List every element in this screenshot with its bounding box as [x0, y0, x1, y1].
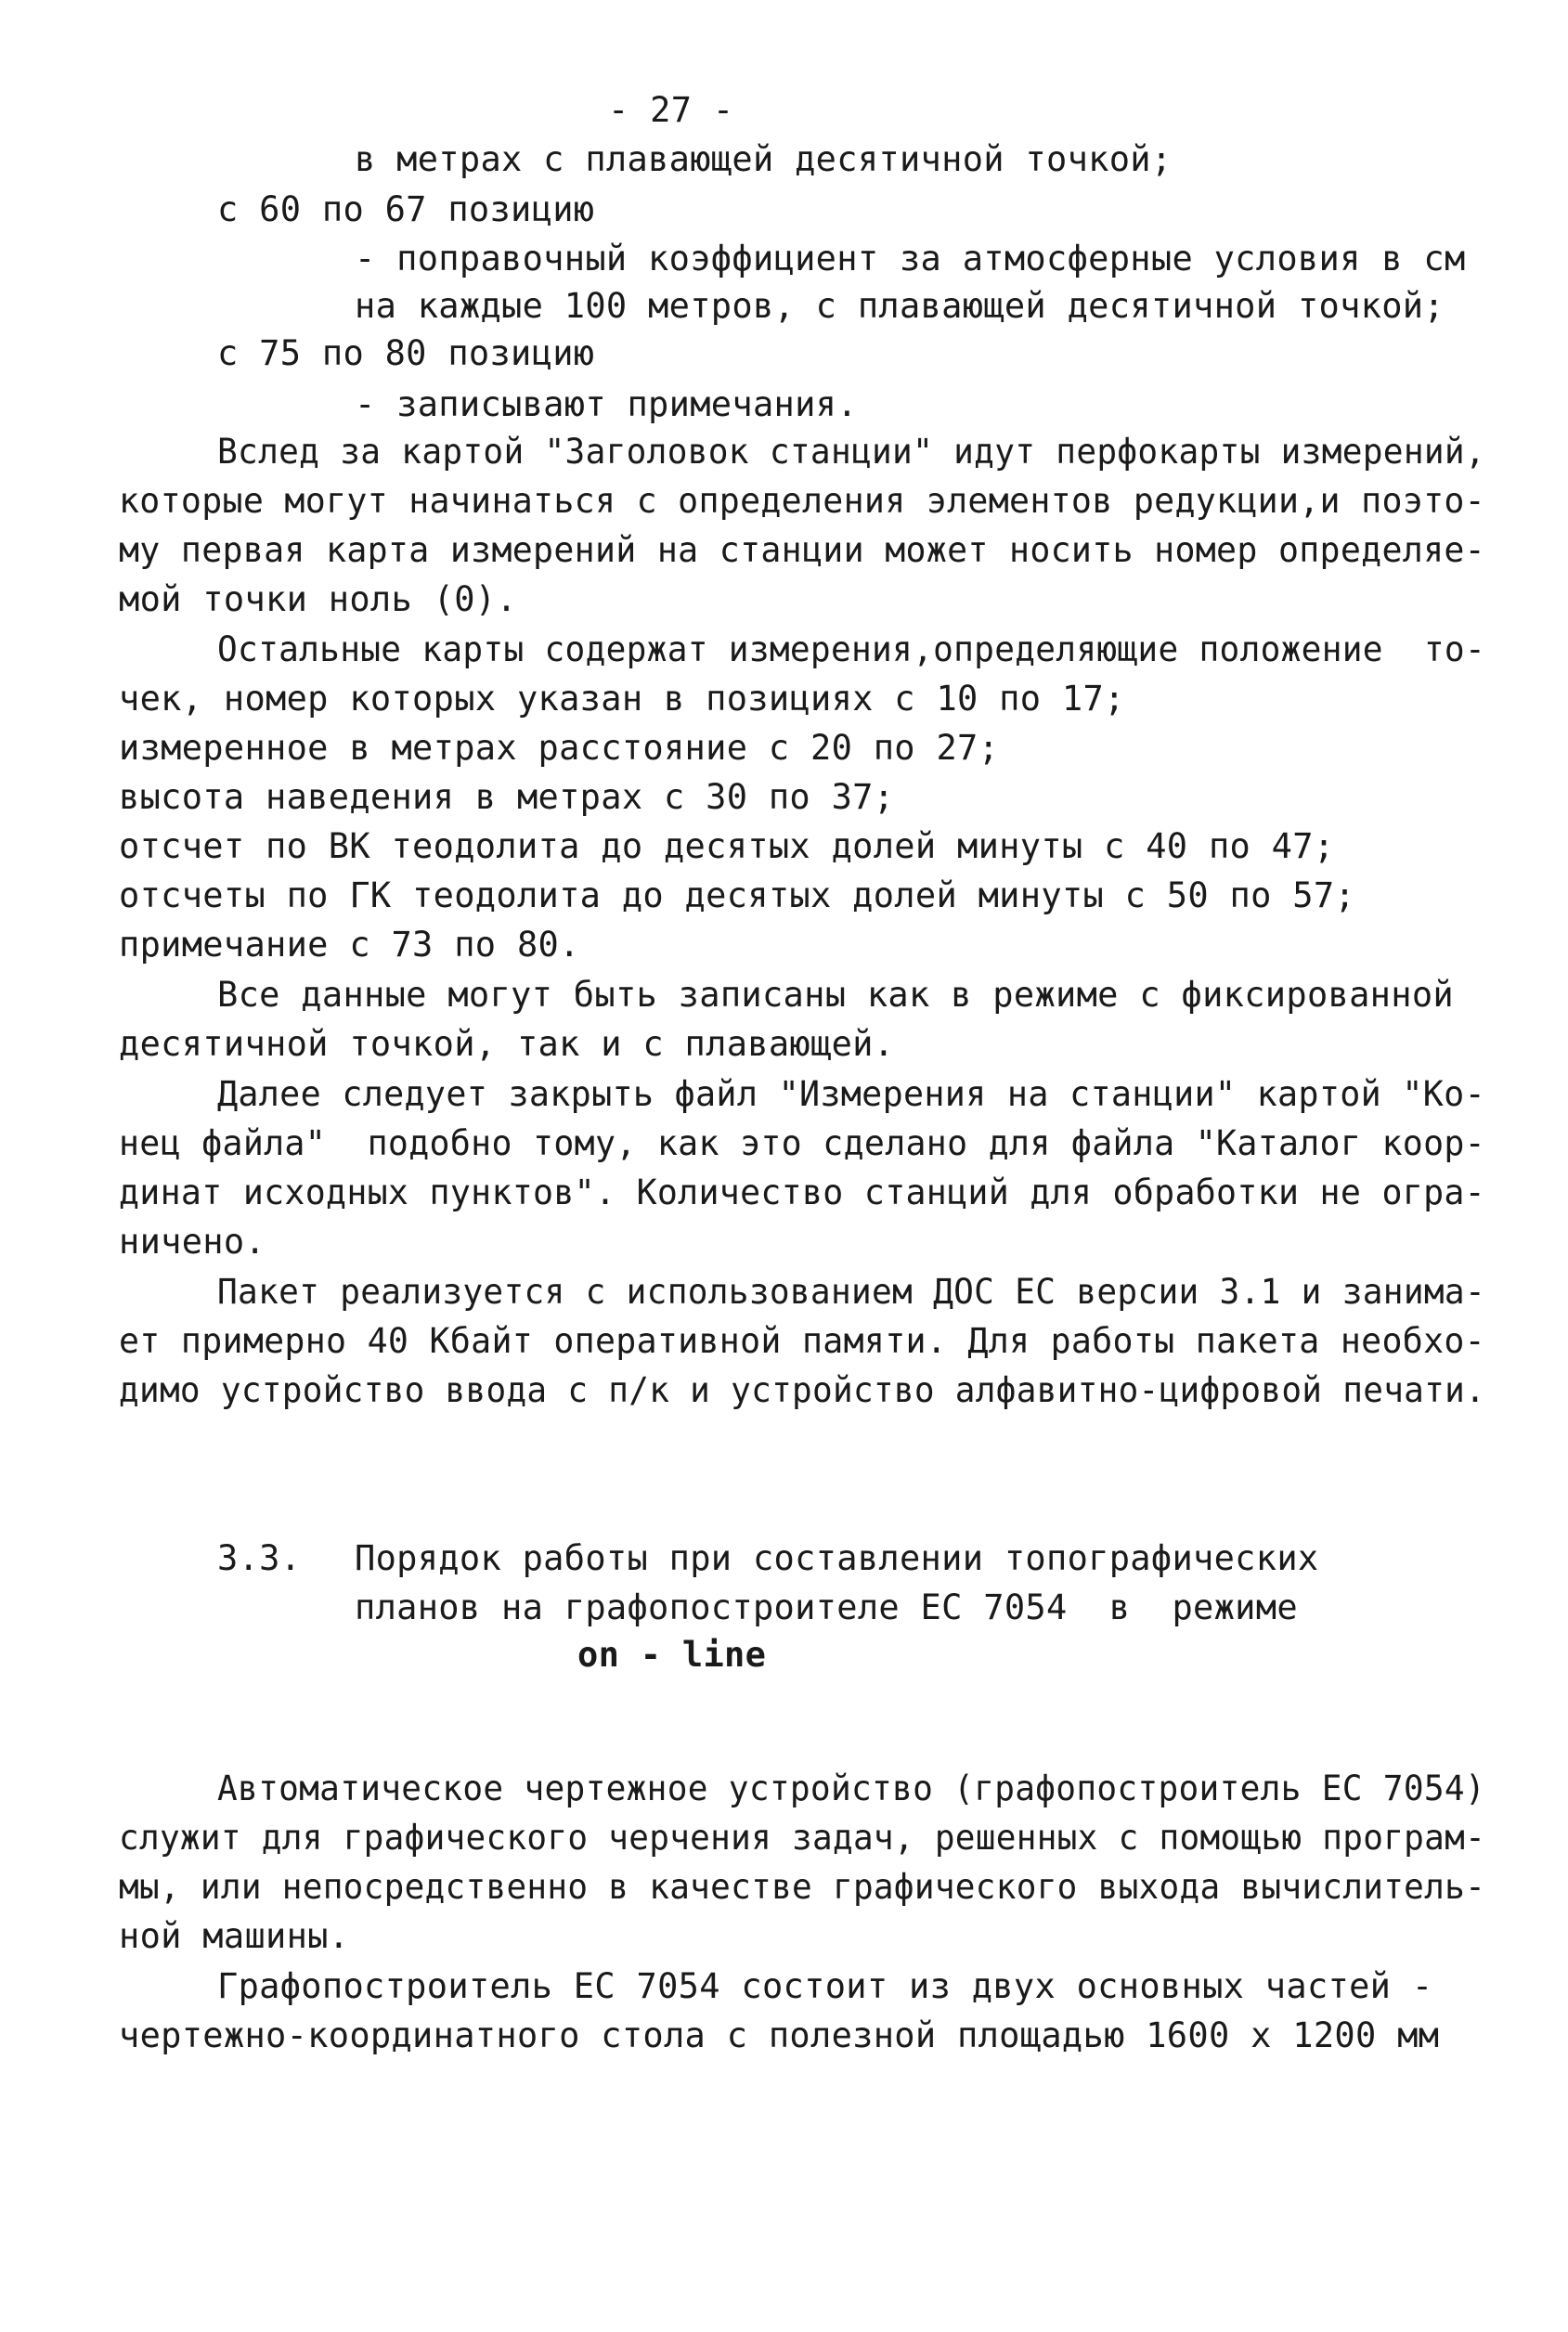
text-line: нец файла" подобно тому, как это сделано для файла "Каталог коор-	[119, 1123, 1485, 1163]
text-line: Остальные карты содержат измерения,определяющие положение то-	[217, 629, 1485, 669]
text-line: которые могут начинаться с определения элементов редукции,и поэто-	[119, 481, 1485, 521]
text-line: высота наведения в метрах с 30 по 37;	[119, 777, 895, 817]
text-line: ной машины.	[119, 1916, 350, 1956]
text-line: ничено.	[119, 1222, 266, 1262]
text-line: в метрах с плавающей десятичной точкой;	[355, 139, 1173, 179]
text-line: Все данные могут быть записаны как в режиме с фиксированной	[217, 975, 1454, 1015]
text-line: Графопостроитель ЕС 7054 состоит из двух основных частей -	[217, 1966, 1433, 2006]
text-line: му первая карта измерений на станции может носить номер определяе-	[119, 530, 1485, 570]
text-line: с 60 по 67 позицию	[217, 189, 595, 229]
text-line: Далее следует закрыть файл "Измерения на станции" картой "Ко-	[217, 1074, 1485, 1114]
text-line: чек, номер которых указан в позициях с 10 по 17;	[119, 679, 1125, 719]
text-line: мой точки ноль (0).	[119, 579, 517, 619]
text-line: - записывают примечания.	[355, 384, 858, 424]
text-line: десятичной точкой, так и с плавающей.	[119, 1024, 895, 1064]
text-line: отсчет по ВК теодолита до десятых долей минуты с 40 по 47;	[119, 826, 1335, 866]
text-line: мы, или непосредственно в качестве графического выхода вычислитель-	[119, 1867, 1486, 1907]
text-line: ет примерно 40 Кбайт оперативной памяти. Для работы пакета необхо-	[119, 1321, 1485, 1361]
text-line: отсчеты по ГК теодолита до десятых долей минуты с 50 по 57;	[119, 875, 1355, 915]
text-line: служит для графического черчения задач, решенных с помощью програм-	[119, 1818, 1486, 1858]
section-title-line: Порядок работы при составлении топографических	[355, 1538, 1319, 1578]
text-line: чертежно-координатного стола с полезной площадью 1600 х 1200 мм	[119, 2015, 1440, 2055]
section-title-line: планов на графопостроителе ЕС 7054 в режиме	[355, 1587, 1298, 1627]
text-line: Автоматическое чертежное устройство (графопостроитель ЕС 7054)	[217, 1768, 1485, 1808]
text-line: измеренное в метрах расстояние с 20 по 27;	[119, 728, 1000, 768]
text-line: с 75 по 80 позицию	[217, 333, 595, 373]
text-line: на каждые 100 метров, с плавающей десятичной точкой;	[355, 286, 1445, 326]
text-line: Пакет реализуется с использованием ДОС ЕС версии 3.1 и занима-	[217, 1272, 1485, 1312]
text-line: - поправочный коэффициент за атмосферные условия в см	[355, 239, 1466, 279]
section-number: 3.3.	[217, 1538, 302, 1578]
text-line: Вслед за картой "Заголовок станции" идут перфокарты измерений,	[217, 432, 1485, 472]
page-number: - 27 -	[608, 90, 734, 130]
text-line: примечание с 73 по 80.	[119, 925, 580, 965]
text-line: динат исходных пунктов". Количество станций для обработки не огра-	[119, 1172, 1485, 1212]
text-line: димо устройство ввода с п/к и устройство алфавитно-цифровой печати.	[119, 1370, 1486, 1410]
section-title-line: on - line	[577, 1635, 767, 1675]
